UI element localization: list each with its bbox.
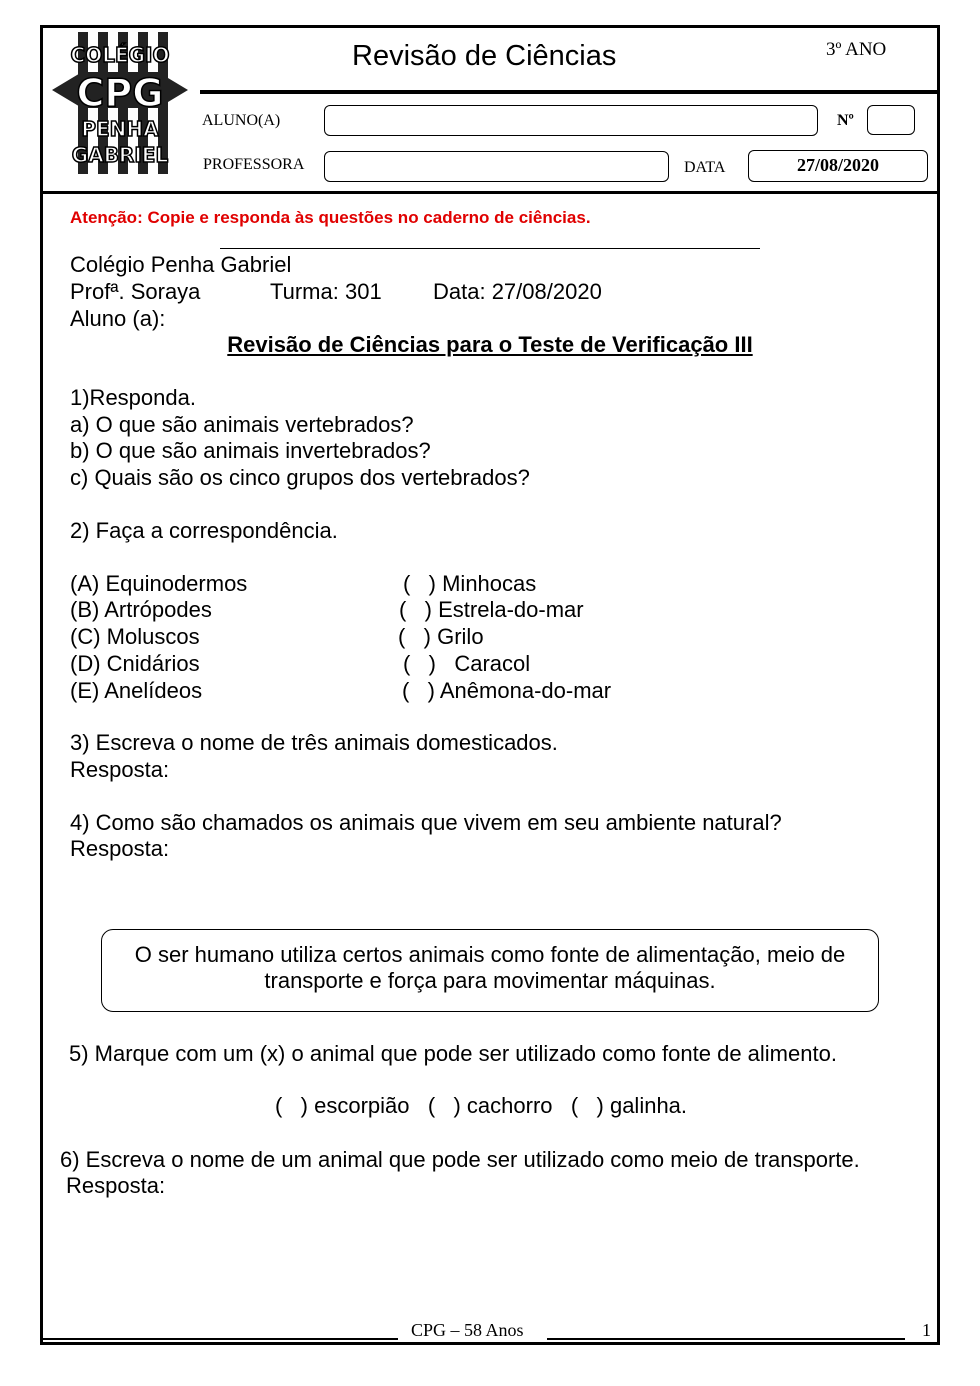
footer-rule-right [547,1338,905,1340]
svg-text:PENHA: PENHA [81,117,159,141]
q1-item: c) Quais são os cinco grupos dos vertebrados? [70,465,530,490]
teacher-label: PROFESSORA [203,156,305,173]
grade-label: 3º ANO [826,39,887,60]
q2-left: (E) Anelídeos [70,678,203,703]
q2-right: ( ) Estrela-do-mar [399,597,584,622]
title-rule [200,90,940,94]
q5-title: 5) Marque com um (x) o animal que pode ser utilizado como fonte de alimento. [69,1041,837,1066]
q4-answer: Resposta: [70,836,170,861]
q2-right: ( ) Minhocas [403,571,537,596]
q2-title: 2) Faça a correspondência. [70,518,338,543]
teacher-field[interactable] [324,151,669,182]
date-value: 27/08/2020 [796,155,879,175]
svg-text:GABRIEL: GABRIEL [71,143,169,167]
header-title: Revisão de Ciências [352,40,617,72]
teacher-name: Profª. Soraya [70,279,201,304]
q2-left: (D) Cnidários [70,651,200,676]
number-label: Nº [837,112,854,129]
q2-right: ( ) Caracol [403,651,531,676]
footer-rule-left [43,1338,398,1340]
q6-title: 6) Escreva o nome de um animal que pode ser utilizado como meio de transporte. [60,1147,860,1172]
footer-text: CPG – 58 Anos [411,1320,524,1340]
student-line: Aluno (a): [70,306,166,331]
subtitle: Revisão de Ciências para o Teste de Verificação III [227,332,753,357]
student-label: ALUNO(A) [202,112,281,129]
q2-right: ( ) Grilo [398,624,484,649]
svg-text:COLÉGIO: COLÉGIO [70,43,170,67]
note-line: transporte e força para movimentar máquinas. [264,968,716,993]
separator-line [220,248,760,249]
q2-left: (A) Equinodermos [70,571,248,596]
q4-title: 4) Como são chamados os animais que vivem em seu ambiente natural? [70,810,782,835]
header-rule [40,191,940,194]
class-number: Turma: 301 [270,279,382,304]
q2-left: (C) Moluscos [70,624,200,649]
student-field[interactable] [324,105,818,136]
q2-right: ( ) Anêmona-do-mar [402,678,612,703]
school-logo [52,32,188,174]
info-date: Data: 27/08/2020 [433,279,602,304]
page-number: 1 [922,1320,931,1340]
school-name: Colégio Penha Gabriel [70,252,292,277]
q3-answer: Resposta: [70,757,170,782]
q5-options: ( ) escorpião ( ) cachorro ( ) galinha. [275,1093,688,1118]
q1-title: 1)Responda. [70,385,196,410]
q1-item: a) O que são animais vertebrados? [70,412,414,437]
q1-item: b) O que são animais invertebrados? [70,438,431,463]
q6-answer: Resposta: [66,1173,166,1198]
date-field[interactable] [748,150,928,182]
svg-text:CPG: CPG [76,71,164,115]
attention-note: Atenção: Copie e responda às questões no caderno de ciências. [70,208,591,227]
number-field[interactable] [867,105,915,135]
note-line: O ser humano utiliza certos animais como fonte de alimentação, meio de [134,942,846,967]
q3-title: 3) Escreva o nome de três animais domesticados. [70,730,558,755]
date-label: DATA [684,159,726,176]
q2-left: (B) Artrópodes [70,597,212,622]
note-box [101,929,879,1012]
